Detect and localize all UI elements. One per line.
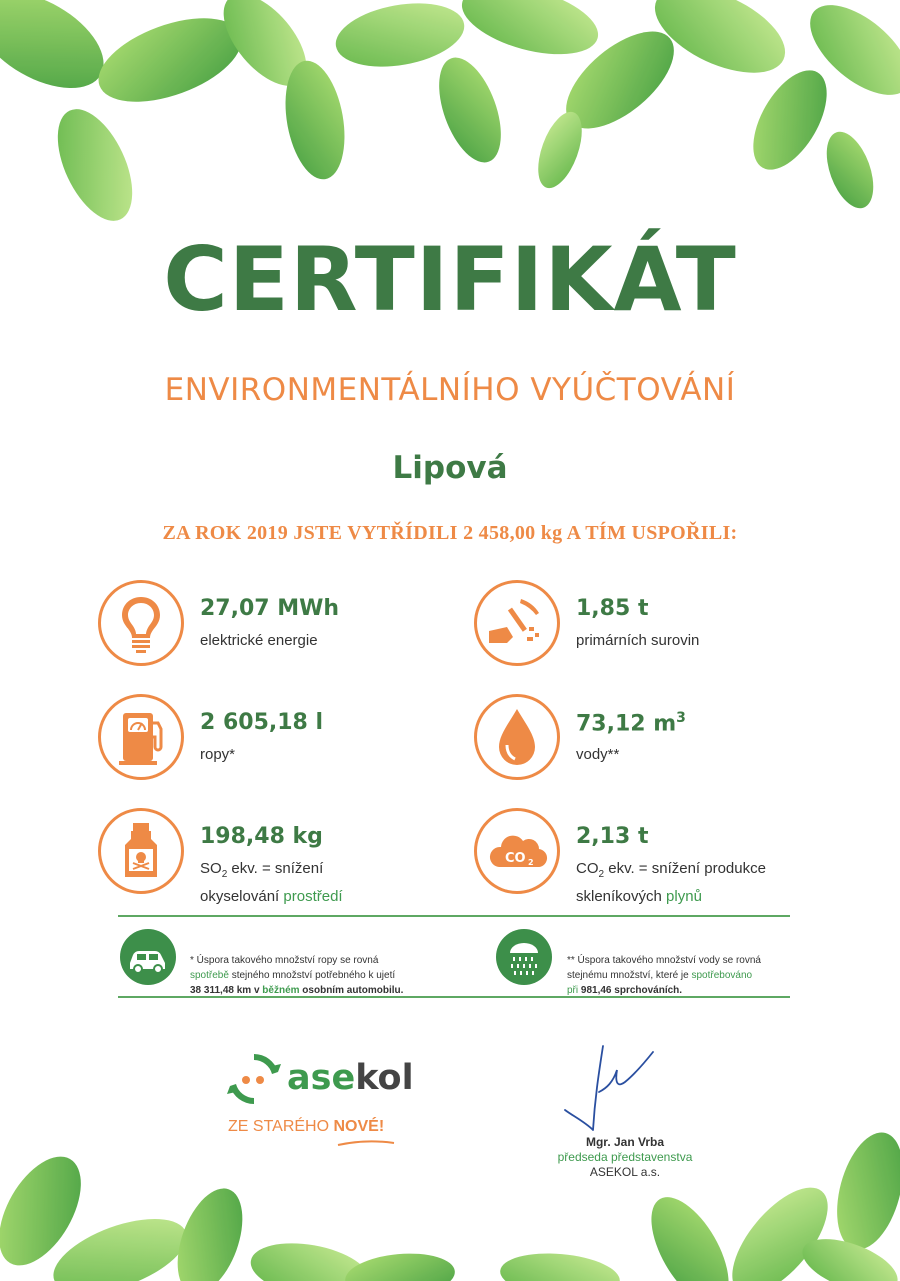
so2-label-prefix: SO: [200, 860, 222, 877]
raw-materials-value: 1,85 t: [576, 596, 649, 621]
so2-label: [200, 858, 343, 908]
so2-value: 198,48 kg: [200, 824, 323, 849]
water-drop-icon: [474, 694, 560, 780]
fuel-pump-icon: [98, 694, 184, 780]
svg-text:2: 2: [528, 858, 534, 867]
oil-value: 2 605,18 l: [200, 710, 324, 735]
shower-icon: [496, 929, 552, 985]
stat-co2: [474, 808, 814, 908]
asekol-logo-mark-icon: [225, 1050, 283, 1108]
co2-label-line2a: skleníkových: [576, 888, 667, 905]
tagline-underline-icon: [336, 1138, 396, 1148]
logo-word-a: ase: [287, 1058, 356, 1098]
note-car-line3c: osobním automobilu.: [299, 985, 404, 996]
note-car-line2a: spotřebě: [190, 970, 229, 981]
electricity-label: elektrické energie: [200, 632, 318, 649]
certificate-title: CERTIFIKÁT: [163, 228, 737, 331]
stat-electricity: [98, 580, 418, 680]
stat-raw-materials: [474, 580, 794, 680]
note-car-line2b: stejného množství potřebného k ujetí: [228, 970, 396, 981]
poison-bottle-icon: [98, 808, 184, 894]
note-shower: [567, 953, 797, 998]
stat-oil: [98, 694, 418, 794]
certificate-subtitle: ENVIRONMENTÁLNÍHO VYÚČTOVÁNÍ: [164, 372, 736, 408]
note-shower-line1: ** Úspora takového množství vody se rovná: [567, 955, 761, 966]
note-car: [190, 953, 450, 998]
signer-name: Mgr. Jan Vrba: [585, 1135, 665, 1149]
so2-label-subscript: 2: [221, 869, 228, 880]
note-shower-line2b: spotřebováno: [691, 970, 753, 981]
light-bulb-icon: [98, 580, 184, 666]
divider-bottom: [118, 996, 790, 998]
so2-label-rest: ekv. = snížení: [227, 860, 324, 877]
co2-label-subscript: 2: [598, 869, 605, 880]
tagline-part-b: NOVÉ!: [333, 1118, 385, 1135]
note-shower-line3a: při: [567, 985, 581, 996]
divider-top: [118, 915, 790, 917]
signer-company: ASEKOL a.s.: [589, 1165, 661, 1179]
co2-value: 2,13 t: [576, 824, 649, 849]
note-shower-line3b: 981,46 sprchováních.: [580, 985, 683, 996]
so2-label-line2b: prostředí: [283, 888, 343, 905]
svg-text:CO: CO: [505, 851, 526, 866]
note-car-line3a: 38 311,48 km v: [190, 985, 263, 996]
co2-label: [576, 858, 766, 908]
so2-label-line2a: okyselování: [200, 888, 284, 905]
electricity-value: 27,07 MWh: [200, 596, 340, 621]
co2-label-prefix: CO: [576, 860, 599, 877]
signer-block: [520, 1135, 730, 1180]
raw-materials-label: primárních surovin: [576, 632, 700, 649]
signer-role: předseda představenstva: [557, 1150, 693, 1164]
handwritten-signature: [555, 1042, 665, 1137]
mining-pickaxe-icon: [474, 580, 560, 666]
asekol-logo-text: [287, 1058, 414, 1098]
logo-tagline: [228, 1118, 384, 1136]
water-label: vody**: [576, 746, 620, 763]
leaves-top-decoration: [0, 0, 900, 250]
note-car-line3b: běžném: [262, 985, 300, 996]
asekol-logo: [225, 1050, 414, 1113]
note-shower-line2a: stejnému množství, které je: [567, 970, 692, 981]
stat-water: [474, 694, 794, 794]
tagline-part-a: ZE STARÉHO: [228, 1118, 334, 1135]
water-value: [576, 710, 686, 736]
water-value-unit-sup: 3: [676, 710, 686, 726]
leaves-bottom-decoration: [0, 1081, 900, 1281]
logo-word-b: kol: [355, 1058, 414, 1098]
municipality-name: Lipová: [392, 450, 508, 486]
water-value-number: 73,12 m: [576, 711, 677, 737]
car-icon: [120, 929, 176, 985]
savings-headline: ZA ROK 2019 JSTE VYTŘÍDILI 2 458,00 kg A TÍM USPOŘILI:: [162, 522, 738, 544]
stat-so2: [98, 808, 418, 908]
co2-label-line2b: plynů: [666, 888, 702, 905]
co2-label-rest: ekv. = snížení produkce: [604, 860, 766, 877]
co2-cloud-icon: [474, 808, 560, 894]
oil-label: ropy*: [200, 746, 236, 763]
note-car-line1: * Úspora takového množství ropy se rovná: [190, 955, 379, 966]
